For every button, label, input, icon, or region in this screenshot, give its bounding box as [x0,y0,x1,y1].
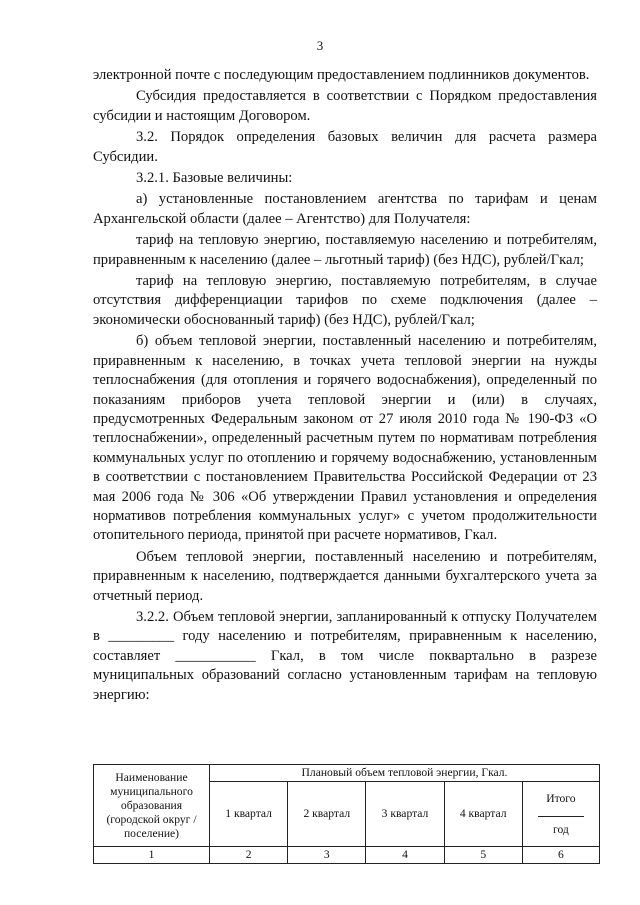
column-number-6: 6 [522,847,599,864]
paragraph-subsidy-basis: Субсидия предоставляется в соответствии с Порядком предоставления субсидии и настоящим Договором. [93,88,597,124]
header-planned-volume: Плановый объем тепловой энергии, Гкал. [210,765,600,782]
column-number-4: 4 [366,847,444,864]
paragraph-section-3-2-1: 3.2.1. Базовые величины: [136,170,293,187]
paragraph-section-3-2: 3.2. Порядок определения базовых величин для расчета размера Субсидии. [93,129,597,165]
paragraph-item-b: б) объем тепловой энергии, поставленный населению и потребителям, приравненным к населению, в точках учета тепловой энергии на нужды теплоснабжения (для отопления и горячего водоснабжения), определенный по показаниям приборов учета тепловой энергии и (или) в случаях, предусмотренных Федеральным законом от 27 июля 2010 года № 190-ФЗ «О теплоснабжении», определенный расчетным путем по нормативам потребления коммунальных услуг по отоплению и горячему водоснабжению, установленным в соответствии с постановлением Правительства Российской Федерации от 23 мая 2006 года № 306 «Об утверждении Правил установления и определения нормативов потребления коммунальных услуг» с учетом продолжительности отопительного периода, принятой при расчете нормативов, Гкал. [93,333,597,544]
heat-volume-table [93,764,600,864]
paragraph-economic-tariff: тариф на тепловую энергию, поставляемую потребителям, в случае отсутствия дифференциации тарифов по схеме подключения (далее – экономически обоснованный тариф) (без НДС), рублей/Гкал; [93,273,597,328]
paragraph-preferential-tariff: тариф на тепловую энергию, поставляемую населению и потребителям, приравненным к населению (далее – льготный тариф) (без НДС), рублей/Гкал; [93,232,597,268]
paragraph-section-3-2-2: 3.2.2. Объем тепловой энергии, запланированный к отпуску Получателем в _________ году населению и потребителям, приравненным к населению, составляет ___________ Гкал, в том числе поквартально в разрезе муниципальных образований согласно установленным тарифам на тепловую энергию: [93,608,597,703]
itogo-year-label: год [552,822,569,836]
document-body [93,66,597,705]
header-quarter-1: 1 квартал [210,782,288,847]
paragraph-item-a: а) установленные постановлением агентства по тарифам и ценам Архангельской области (далее – Агентство) для Получателя: [93,191,597,227]
header-quarter-3: 3 квартал [366,782,444,847]
column-number-2: 2 [210,847,288,864]
table-header-row [94,765,600,782]
paragraph-accounting-confirmation: Объем тепловой энергии, поставленный населению и потребителям, приравненным к населению, подтверждается данными бухгалтерского учета за отчетный период. [93,548,597,604]
header-quarter-4: 4 квартал [444,782,522,847]
paragraph-continuation: электронной почте с последующим предоставлением подлинников документов. [93,67,590,83]
header-itogo [522,782,599,847]
table-row [94,847,600,864]
column-number-5: 5 [444,847,522,864]
page-number: 3 [316,38,324,53]
itogo-blank-line [538,810,584,817]
header-municipality: Наименование муниципального образования (городской округ / поселение) [94,765,210,847]
column-number-1: 1 [94,847,210,864]
itogo-label: Итого [546,791,576,805]
header-quarter-2: 2 квартал [288,782,366,847]
column-number-3: 3 [288,847,366,864]
